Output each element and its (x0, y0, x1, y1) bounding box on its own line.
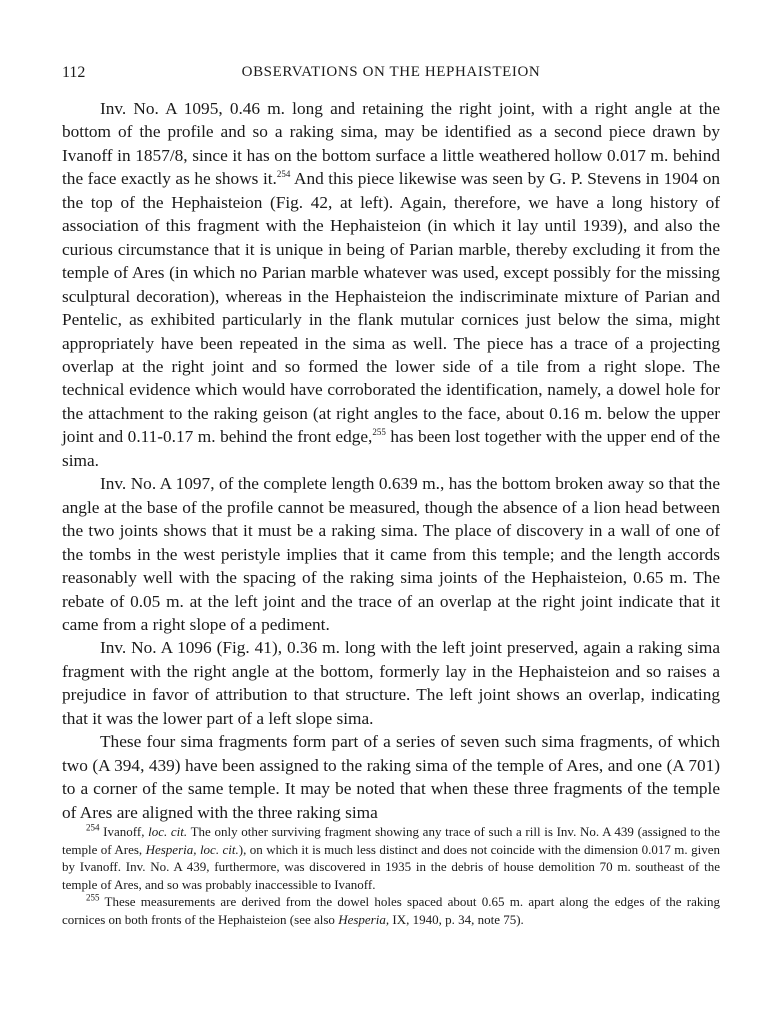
footnote-ref-255: 255 (372, 427, 386, 438)
paragraph-text: has been lost together with the upper end of the sima. (62, 427, 720, 470)
footnote-number: 255 (86, 892, 100, 903)
paragraph-inv-a1095 (62, 97, 720, 472)
footnotes (62, 823, 720, 928)
running-title: OBSERVATIONS ON THE HEPHAISTEION (241, 64, 541, 80)
footnote-255: $^{255}$ These measurements are derived from the dowel holes spaced about 0.65 m. apart along the edges of the raking cornices on both fronts of the Hephaisteion (see also Hesperia, IX, 1940, p. 34, note 75). (62, 892, 721, 927)
paragraph-text: And this piece likewise was seen by G. P. Stevens in 1904 on the top of the Hephaisteion (Fig. 42, at left). Again, therefore, we have a long history of association of this fragment with the Hephaisteion (in which it lay until 1939), and also the curious circumstance that it is unique in being of Parian marble, thereby excluding it from the temple of Ares (in which no Parian marble whatever was used, except possibly for the missing sculptural decoration), whereas in the Hephaisteion the indiscriminate mixture of Parian and Pentelic, as exhibited particularly in the flank mutular cornices just below the sima, might appropriately have been repeated in the sima as well. The piece has a trace of a projecting overlap at the right joint and so formed the lower side of a tile from a right slope. The technical evidence which would have corroborated the identification, namely, a dowel hole for the attachment to the raking geison (at right angles to the face, about 0.16 m. below the upper joint and 0.11-0.17 m. behind the front edge, (62, 169, 720, 447)
paragraph-text: Inv. No. A 1095, 0.46 m. long and retaining the right joint, with a right angle at the bottom of the profile and so a raking sima, may be identified as a second piece drawn by Ivanoff in 1857/8, since it has on the bottom surface a little weathered hollow 0.017 m. behind the face exactly as he shows it. (62, 99, 720, 189)
paragraph-inv-a1096: Inv. No. A 1096 (Fig. 41), 0.36 m. long with the left joint preserved, again a raking sima fragment with the right angle at the bottom, formerly lay in the Hephaisteion and so raises a prejudice in favor of attribution to that structure. The left joint shows an overlap, indicating that it was the lower part of a left slope sima. (62, 638, 720, 728)
page-header (62, 64, 720, 84)
body-text (62, 97, 720, 824)
footnote-number: 254 (86, 822, 100, 833)
footnote-254: $^{254}$ Ivanoff, loc. cit. The only other surviving fragment showing any trace of such a rill is Inv. No. A 439 (assigned to the temple of Ares, Hesperia, loc. cit.), on which it is much less distinct and does not coincide with the dimension 0.017 m. given by Ivanoff. Inv. No. A 439, furthermore, was discovered in 1935 in the debris of house demolition 70 m. southeast of the temple of Ares, and so was probably inaccessible to Ivanoff. (62, 822, 720, 892)
page-number: 112 (62, 64, 86, 81)
footnote-ref-254: 254 (276, 169, 291, 180)
paragraph-inv-a1097: Inv. No. A 1097, of the complete length 0.639 m., has the bottom broken away so that the angle at the base of the profile cannot be measured, though the absence of a lion head between the two joints shows that it must be a raking sima. The place of discovery in a wall of one of the tombs in the west peristyle implies that it came from this temple; and the length accords reasonably well with the spacing of the raking sima joints of the Hephaisteion, 0.65 m. The rebate of 0.05 m. at the left joint and the trace of an overlap at the right joint indicate that it came from a right slope of a pediment. (62, 474, 720, 634)
paragraph-sima-series: These four sima fragments form part of a series of seven such sima fragments, of which two (A 394, 439) have been assigned to the raking sima of the temple of Ares, and one (A 701) to a corner of the same temple. It may be noted that when these three fragments of the temple of Ares are aligned with the three raking sima (62, 732, 720, 822)
